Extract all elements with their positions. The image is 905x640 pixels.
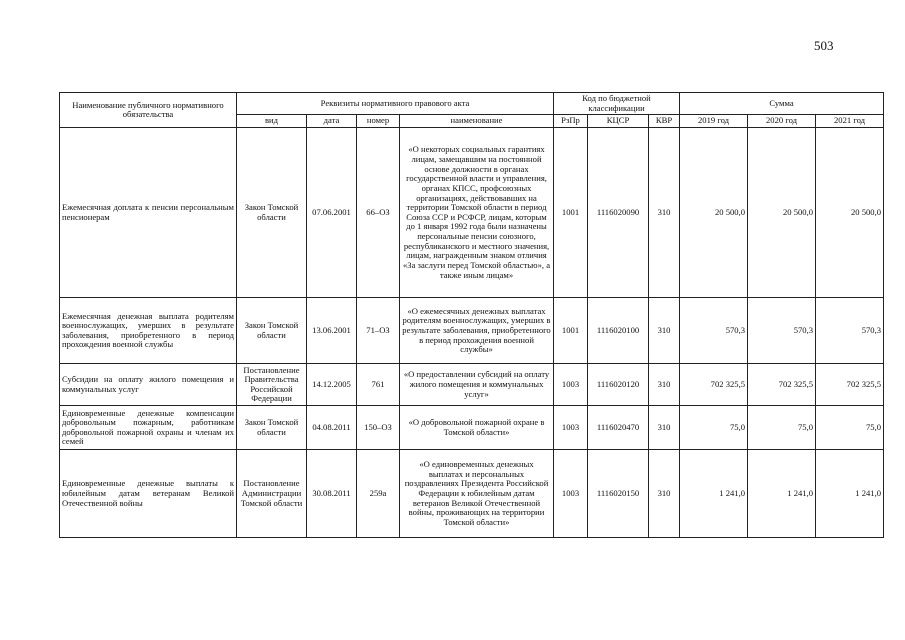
cell-kcsr: 1116020150 <box>588 450 649 538</box>
header-2021: 2021 год <box>816 115 884 128</box>
cell-amount-2021: 1 241,0 <box>816 450 884 538</box>
header-kind: вид <box>237 115 307 128</box>
header-kcsr: КЦСР <box>588 115 649 128</box>
cell-amount-2019: 20 500,0 <box>680 128 748 298</box>
cell-amount-2020: 570,3 <box>748 298 816 364</box>
table-row <box>60 298 884 364</box>
cell-number: 761 <box>357 364 400 406</box>
table-row <box>60 364 884 406</box>
cell-date: 14.12.2005 <box>307 364 357 406</box>
header-requisites: Реквизиты нормативного правового акта <box>237 93 554 115</box>
cell-kcsr: 1116020120 <box>588 364 649 406</box>
cell-kind: Закон Томской области <box>237 128 307 298</box>
cell-kvr: 310 <box>649 406 680 450</box>
cell-obligation: Единовременные денежные выплаты к юбилейным датам ветеранам Великой Отечественной войны <box>60 450 237 538</box>
header-number: номер <box>357 115 400 128</box>
cell-amount-2019: 1 241,0 <box>680 450 748 538</box>
cell-amount-2019: 75,0 <box>680 406 748 450</box>
cell-amount-2021: 20 500,0 <box>816 128 884 298</box>
cell-amount-2021: 75,0 <box>816 406 884 450</box>
cell-number: 71–ОЗ <box>357 298 400 364</box>
cell-title: «О добровольной пожарной охране в Томской области» <box>400 406 554 450</box>
header-2020: 2020 год <box>748 115 816 128</box>
cell-rzpr: 1001 <box>554 298 588 364</box>
cell-rzpr: 1003 <box>554 406 588 450</box>
cell-rzpr: 1003 <box>554 450 588 538</box>
page-number: 503 <box>814 38 834 53</box>
cell-kcsr: 1116020100 <box>588 298 649 364</box>
cell-kvr: 310 <box>649 450 680 538</box>
cell-number: 66–ОЗ <box>357 128 400 298</box>
cell-amount-2019: 702 325,5 <box>680 364 748 406</box>
cell-kcsr: 1116020470 <box>588 406 649 450</box>
header-budget-code: Код по бюджетной классификации <box>554 93 680 115</box>
header-amount: Сумма <box>680 93 884 115</box>
cell-obligation: Ежемесячная денежная выплата родителям военнослужащих, умерших в результате заболевания, приобретенного в период прохождения военной службы <box>60 298 237 364</box>
cell-number: 150–ОЗ <box>357 406 400 450</box>
cell-date: 04.08.2011 <box>307 406 357 450</box>
cell-rzpr: 1003 <box>554 364 588 406</box>
header-title: наименование <box>400 115 554 128</box>
cell-title: «О ежемесячных денежных выплатах родителям военнослужащих, умерших в результате заболевания, приобретенного в период прохождения военной службы» <box>400 298 554 364</box>
table-row <box>60 128 884 298</box>
cell-obligation: Единовременные денежные компенсации добровольным пожарным, работникам добровольной пожарной охраны и членам их семей <box>60 406 237 450</box>
cell-obligation: Субсидии на оплату жилого помещения и коммунальных услуг <box>60 364 237 406</box>
cell-kvr: 310 <box>649 128 680 298</box>
table-row <box>60 450 884 538</box>
cell-number: 259а <box>357 450 400 538</box>
cell-kind: Закон Томской области <box>237 406 307 450</box>
cell-date: 07.06.2001 <box>307 128 357 298</box>
cell-obligation: Ежемесячная доплата к пенсии персональным пенсионерам <box>60 128 237 298</box>
header-2019: 2019 год <box>680 115 748 128</box>
cell-amount-2021: 702 325,5 <box>816 364 884 406</box>
normative-obligations-table <box>59 92 884 538</box>
cell-amount-2020: 702 325,5 <box>748 364 816 406</box>
cell-kvr: 310 <box>649 298 680 364</box>
header-rzpr: РзПр <box>554 115 588 128</box>
cell-amount-2020: 20 500,0 <box>748 128 816 298</box>
cell-kind: Постановление Правительства Российской Федерации <box>237 364 307 406</box>
cell-kvr: 310 <box>649 364 680 406</box>
header-date: дата <box>307 115 357 128</box>
cell-title: «О единовременных денежных выплатах и персональных поздравлениях Президента Российской Федерации к юбилейным датам ветеранов Великой Отечественной войны, проживающих на территории Томской области» <box>400 450 554 538</box>
cell-kind: Закон Томской области <box>237 298 307 364</box>
cell-title: «О некоторых социальных гарантиях лицам, замещавшим на постоянной основе должности в органах государственной власти и управления, органах КПСС, профсоюзных организациях, действовавших на территории Томской области в период Союза ССР и РСФСР, лицам, которым до 1 января 1992 года были назначены персональные пенсии союзного, республиканского и местного значения, лицам, награжденным знаком отличия «За заслуги перед Томской областью», а также иным лицам» <box>400 128 554 298</box>
header-kvr: КВР <box>649 115 680 128</box>
cell-amount-2021: 570,3 <box>816 298 884 364</box>
cell-amount-2019: 570,3 <box>680 298 748 364</box>
cell-kind: Постановление Администрации Томской области <box>237 450 307 538</box>
cell-amount-2020: 1 241,0 <box>748 450 816 538</box>
cell-date: 13.06.2001 <box>307 298 357 364</box>
header-obligation: Наименование публичного нормативного обязательства <box>60 93 237 128</box>
cell-title: «О предоставлении субсидий на оплату жилого помещения и коммунальных услуг» <box>400 364 554 406</box>
cell-date: 30.08.2011 <box>307 450 357 538</box>
cell-rzpr: 1001 <box>554 128 588 298</box>
table-row <box>60 406 884 450</box>
cell-amount-2020: 75,0 <box>748 406 816 450</box>
cell-kcsr: 1116020090 <box>588 128 649 298</box>
